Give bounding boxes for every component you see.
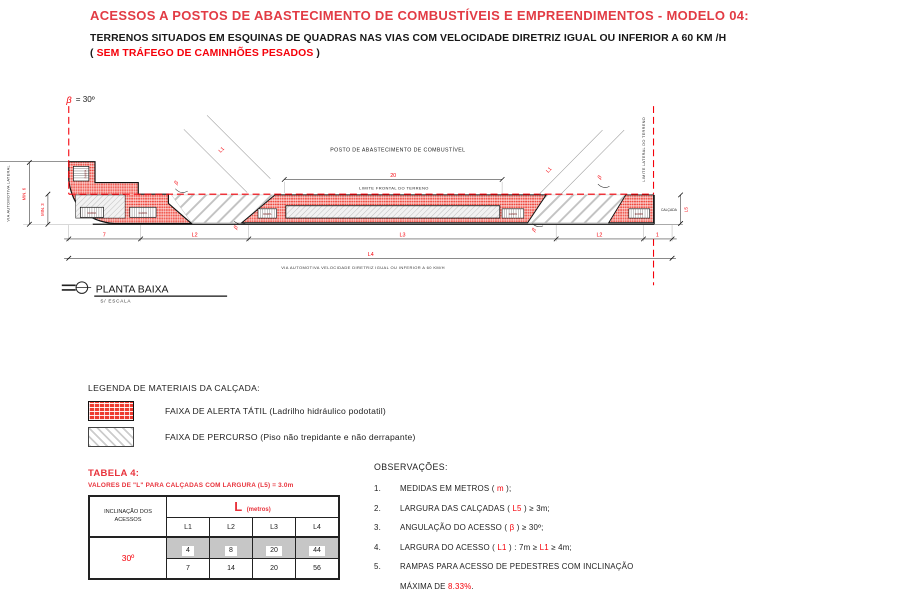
cell-value: 56 xyxy=(296,559,340,580)
item-text: LARGURA DO ACESSO ( L1 ) : 7m ≥ L1 ≥ 4m; xyxy=(400,542,572,552)
dim-l1-right-label: L1 xyxy=(545,166,554,175)
site-plan-drawing xyxy=(0,86,902,378)
side-limit-label: LIMITE LATERAL DO TERRENO xyxy=(642,116,647,182)
table4-title: TABELA 4: xyxy=(88,468,140,479)
list-item xyxy=(374,562,794,571)
dim-min3-label: MIN. 3 xyxy=(40,203,46,216)
page-subtitle-line2 xyxy=(90,48,320,59)
dim-l5 xyxy=(678,193,688,226)
sidewalk-label: CALÇADA xyxy=(660,208,677,213)
cell-value: 8 xyxy=(225,546,237,556)
cell xyxy=(210,537,253,559)
dim-l3-label: L3 xyxy=(399,232,406,239)
group-header-l: L xyxy=(234,499,243,514)
table4-subtitle: VALORES DE "L" PARA CALÇADAS COM LARGURA (L5) = 3.0m xyxy=(88,482,294,489)
dim-l1-left xyxy=(184,115,271,192)
group-header-unit: (metros) xyxy=(246,507,271,513)
col-l4: L4 xyxy=(296,518,340,538)
page-title: ACESSOS A POSTOS DE ABASTECIMENTO DE COMBUSTÍVEIS E EMPREENDIMENTOS - MODELO 04: xyxy=(90,8,749,23)
page-subtitle-line1: TERRENOS SITUADOS EM ESQUINAS DE QUADRAS NAS VIAS COM VELOCIDADE DIRETRIZ IGUAL OU INFERIOR A 60 KM /H xyxy=(90,33,727,44)
cell xyxy=(167,537,210,559)
paren-close: ) xyxy=(313,48,320,59)
item-text: LARGURA DAS CALÇADAS ( L5 ) ≥ 3m; xyxy=(400,503,550,513)
cell-value: 7 xyxy=(167,559,210,580)
legend-item-alert xyxy=(88,401,386,421)
dim-l4-label: L4 xyxy=(367,251,374,258)
cell-value: 14 xyxy=(210,559,253,580)
paren-open: ( xyxy=(90,48,97,59)
dim-7-label: 7 xyxy=(102,232,106,239)
item-number: 4. xyxy=(374,542,381,552)
dim-min3 xyxy=(40,192,50,227)
cell-value: 20 xyxy=(266,546,282,556)
item-number xyxy=(374,582,400,591)
dim-20-label: 20 xyxy=(390,173,397,180)
observations-title: OBSERVAÇÕES: xyxy=(374,462,448,472)
left-road-label: VIA AUTOMOTIVA LATERAL xyxy=(6,165,11,222)
plan-title: PLANTA BAIXA xyxy=(95,284,169,296)
corner-sidewalk-structure xyxy=(69,162,192,224)
item-number: 5. xyxy=(374,562,381,571)
item-number: 1. xyxy=(374,484,381,493)
legend-title: LEGENDA DE MATERIAIS DA CALÇADA: xyxy=(88,383,260,393)
list-item xyxy=(374,504,794,513)
dim-line-l4 xyxy=(64,252,676,261)
item-text: MEDIDAS EM METROS ( m ); xyxy=(400,484,512,493)
cell xyxy=(253,537,296,559)
item-text: ANGULAÇÃO DO ACESSO ( β ) ≥ 30º; xyxy=(400,523,544,532)
station-label: POSTO DE ABASTECIMENTO DE COMBUSTÍVEL xyxy=(330,147,466,154)
dim-l2-right-label: L2 xyxy=(596,232,603,239)
item-number: 3. xyxy=(374,523,381,532)
list-item xyxy=(374,543,794,552)
incline-30: 30º xyxy=(89,537,167,579)
beta-value: = 30º xyxy=(75,95,95,105)
dim-line-segments xyxy=(64,225,677,241)
legend-item-path xyxy=(88,427,416,447)
front-limit-label: LIMITE FRONTAL DO TERRENO xyxy=(359,185,429,191)
beta-label-3: β xyxy=(596,174,604,181)
beta-label-4: β xyxy=(531,227,538,233)
cell xyxy=(296,537,340,559)
no-heavy-truck-note: SEM TRÁFEGO DE CAMINHÕES PESADOS xyxy=(96,48,314,59)
col-l3: L3 xyxy=(253,518,296,538)
observations-list xyxy=(374,484,794,591)
beta-label-1: β xyxy=(173,180,181,186)
table4-group-header xyxy=(167,496,340,518)
table4 xyxy=(88,495,340,580)
beta-symbol: β xyxy=(66,94,72,105)
list-item xyxy=(374,582,794,591)
dim-l1-left-label: L1 xyxy=(217,146,226,155)
ramp-label-top: RAMPA xyxy=(84,169,88,179)
ramp-label-band-left: RAMPA xyxy=(263,213,272,217)
cell-value: 4 xyxy=(182,546,194,556)
cell-value: 20 xyxy=(253,559,296,580)
rowheader-line1: INCLINAÇÃO DOS xyxy=(104,509,152,516)
dim-l1-right xyxy=(539,130,624,194)
path-strip-swatch xyxy=(88,427,134,447)
tactile-alert-swatch xyxy=(88,401,134,421)
plan-title-block xyxy=(62,282,227,303)
col-l2: L2 xyxy=(210,518,253,538)
front-tactile-band xyxy=(242,195,546,223)
legend-path-label: FAIXA DE PERCURSO (Piso não trepidante e não derrapante) xyxy=(165,432,416,442)
bottom-road-label: VIA AUTOMOTIVA VELOCIDADE DIRETRIZ IGUAL OU INFERIOR A 60 KM/H xyxy=(281,265,445,271)
list-item xyxy=(374,523,794,532)
dim-min6-label: MIN. 6 xyxy=(21,187,27,201)
rowheader-line2: ACESSOS xyxy=(114,516,142,523)
item-number: 2. xyxy=(374,503,381,513)
dim-l2-left-label: L2 xyxy=(191,232,198,239)
cell-value: 44 xyxy=(309,546,325,556)
item-text: MÁXIMA DE 8.33%. xyxy=(400,581,474,591)
dim-1-label: 1 xyxy=(655,232,659,239)
ramp-label-left2: RAMPA xyxy=(138,211,148,215)
item-text: RAMPAS PARA ACESSO DE PEDESTRES COM INCLINAÇÃO xyxy=(400,562,634,571)
plan-scale: S/ ESCALA xyxy=(100,298,132,304)
beta-angle-note xyxy=(65,95,94,105)
observations-block xyxy=(374,462,794,601)
table4-rowheader xyxy=(89,496,167,537)
front-path-strip xyxy=(286,206,500,218)
beta-label-2: β xyxy=(232,225,240,231)
legend-alert-label: FAIXA DE ALERTA TÁTIL (Ladrilho hidráulico podotatil) xyxy=(165,406,386,416)
ramp-label-band-right: RAMPA xyxy=(508,213,518,217)
ramp-label-corner: RAMPA xyxy=(634,213,643,217)
list-item xyxy=(374,484,794,493)
table-row xyxy=(89,537,339,559)
table4-block xyxy=(88,468,340,580)
dim-l5-label: L5 xyxy=(683,207,689,213)
ramp-label-left1: RAMPA xyxy=(87,211,97,215)
col-l1: L1 xyxy=(167,518,210,538)
